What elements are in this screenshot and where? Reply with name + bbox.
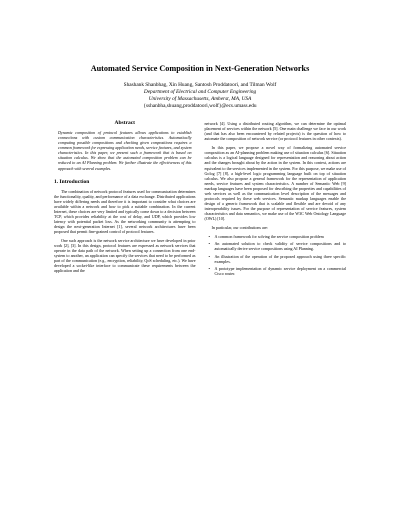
list-item: • A common framework for solving the service composition problem [215, 234, 347, 239]
paper-title: Automated Service Composition in Next-Generation Networks [90, 64, 310, 73]
list-item: • An automated solution to check validity of service compositions and to automatically derive service compositions using AI Planning. [215, 241, 347, 251]
author-names: Shashank Shanbhag, Xin Huang, Santosh Proddatoori, and Tilman Wolf [123, 82, 277, 88]
intro-paragraph: One such approach is the network service architecture we have developed in prior work [2], [3]. In this design, protocol features are expressed as network services that operate in the data path of the network. When setting up a connection from one end-system to another, an application can specify the services that need to be performed as part of the communication (e.g., encryption, reliability, QoS scheduling, etc.). We have developed a socket-like interface to communicate these requirements between the application and the [54, 237, 196, 273]
intro-paragraph: In this paper, we propose a novel way of formalizing automated service composition as an AI-planning problem making use of situation calculus [6]. Situation calculus is a logical language designed for representation and reasoning about action and the changes brought about by the action in the system. In this context, actions are equivalent to the services implemented in the system. For this purpose, we make use of Golog [7] [8], a high-level logic programming language built on top of situation calculus. We also propose a general framework for the representation of application needs, service features and system characteristics. A number of Semantic Web [9] markup languages have been proposed for describing the properties and capabilities of web services as well as the communication level description of the messages and protocols required by these web services. Semantic markup languages enable the design of a generic framework that is scalable and flexible and are devoid of any interoperability issues. For the purpose of representation of service features, system characteristics and data semantics, we make use of the W3C Web Ontology Language (OWL) [10]. [204, 145, 346, 221]
list-item: • A prototype implementation of dynamic service deployment on a commercial Cisco router. [215, 266, 347, 276]
body-columns [54, 121, 346, 278]
introduction-heading: 1. Introduction [54, 178, 90, 185]
abstract-text: Dynamic composition of protocol features allows applications to establish connections with custom communication characteristics. Automatically computing possible compositions and checking given compositions requires a common framework for expressing application needs, service features, and system characteristics. In this paper, we present such a framework that is based on situation calculus. We show that the automated composition problem can be reduced to an AI Planning problem. We further illustrate the effectiveness of this approach with several examples. [58, 130, 192, 171]
author-emails: {sshanbha,shuang,proddatoori,wolf}@ecs.umass.edu [143, 103, 257, 110]
abstract-heading: Abstract [114, 120, 135, 127]
department: Department of Electrical and Computer Engineering [143, 89, 257, 96]
intro-paragraph: The combination of network protocol features used for communication determines the functionality, quality, and performance of a data exchange. Distributed applications have widely differing needs and therefore it is important to consider what choices are available within a network and how to pick a suitable combination. In the current Internet, these choices are very limited and typically come down to a decision between TCP, which provides reliability at the cost of delay, and UDP, which provides low latency with potential packet loss. As the networking community is attempting to design the next-generation Internet [1], several network architectures have been proposed that permit fine-grained control of protocol features. [54, 188, 196, 234]
right-column [205, 121, 347, 278]
author-block [54, 82, 346, 110]
contributions-list [205, 234, 347, 277]
university: University of Massachusetts, Amherst, MA, USA [148, 96, 252, 103]
intro-paragraph: network [4]. Using a distributed routing algorithm, we can determine the optimal placement of services within the network [5]. One main challenge we face in our work (and that has also been encountered by related projects) is the question of how to automate the composition of network service (or protocol features in other contexts). [204, 121, 346, 142]
left-column [54, 121, 196, 278]
intro-paragraph: In particular, our contributions are: [211, 224, 269, 230]
list-item: • An illustration of the operation of the proposed approach using three specific examples. [215, 254, 347, 264]
